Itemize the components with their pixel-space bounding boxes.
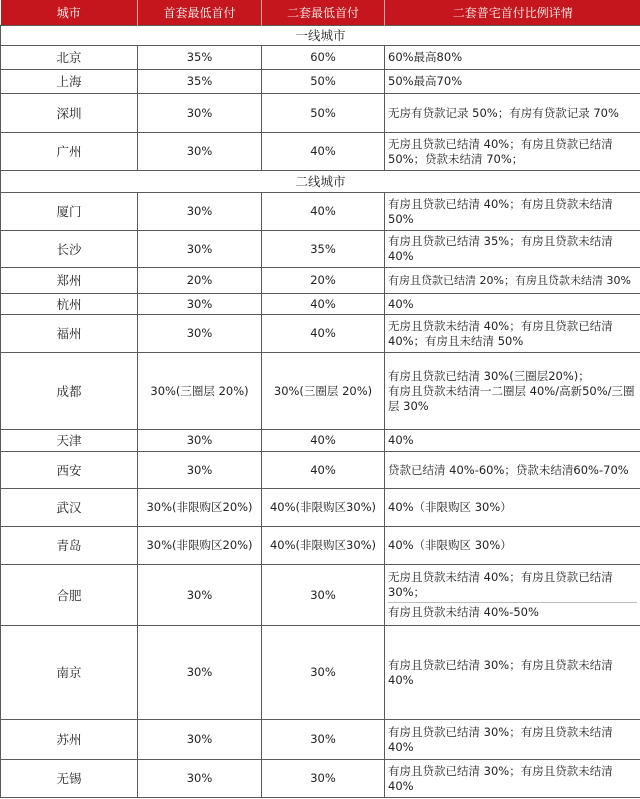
city-name: 福州 (1, 315, 138, 353)
second-home-ratio: 30%(三圈层 20%) (262, 353, 385, 430)
header-detail: 二套普宅首付比例详情 (385, 0, 640, 26)
detail-text: 有房且贷款已结清 40%；有房且贷款未结清 50% (385, 193, 640, 231)
first-home-ratio: 35% (138, 46, 262, 70)
section-row (1, 26, 640, 46)
detail-text: 无房且贷款未结清 40%；有房且贷款已结清 30%； (388, 570, 613, 599)
table-row (1, 315, 640, 353)
city-name: 郑州 (1, 268, 138, 294)
detail-cell (385, 353, 640, 430)
city-name: 青岛 (1, 527, 138, 565)
detail-text: 有房且贷款已结清 30%；有房且贷款未结清 40% (385, 626, 640, 720)
second-home-ratio: 40% (262, 294, 385, 315)
first-home-ratio: 30% (138, 452, 262, 489)
table-row (1, 353, 640, 430)
first-home-ratio: 30% (138, 565, 262, 626)
city-name: 北京 (1, 46, 138, 70)
second-home-ratio: 35% (262, 231, 385, 268)
second-home-ratio: 40% (262, 452, 385, 489)
first-home-ratio: 30% (138, 94, 262, 133)
city-name: 武汉 (1, 489, 138, 527)
second-home-ratio: 50% (262, 70, 385, 94)
first-home-ratio: 20% (138, 268, 262, 294)
city-name: 深圳 (1, 94, 138, 133)
detail-text: 40% (385, 294, 640, 315)
first-home-ratio: 30% (138, 626, 262, 720)
second-home-ratio: 30% (262, 626, 385, 720)
detail-text: 60%最高80% (385, 46, 640, 70)
first-home-ratio: 30% (138, 231, 262, 268)
section-row (1, 171, 640, 193)
detail-text: 40%（非限购区 30%） (385, 527, 640, 565)
detail-text: 有房且贷款已结清 35%；有房且贷款未结清 40% (385, 231, 640, 268)
detail-text: 无房且贷款未结清 40%；有房且贷款已结清 40%；有房且未结清 50% (385, 315, 640, 353)
table-row (1, 231, 640, 268)
table-row (1, 565, 640, 626)
first-home-ratio: 30%(非限购区20%) (138, 489, 262, 527)
table-row (1, 430, 640, 452)
first-home-ratio: 30%(三圈层 20%) (138, 353, 262, 430)
first-home-ratio: 30%(非限购区20%) (138, 527, 262, 565)
second-home-ratio: 40%(非限购区30%) (262, 489, 385, 527)
detail-text-2: 有房且贷款未结清一二圈层 40%/高新50%/三圈层 30% (388, 383, 635, 413)
detail-text: 40% (385, 430, 640, 452)
detail-text: 有房且贷款已结清 30%；有房且贷款未结清 40% (385, 760, 640, 798)
first-home-ratio: 30% (138, 193, 262, 231)
city-name: 南京 (1, 626, 138, 720)
table-row (1, 626, 640, 720)
detail-text: 有房且贷款已结清 30%；有房且贷款未结清 40% (385, 720, 640, 760)
first-home-ratio: 30% (138, 315, 262, 353)
first-home-ratio: 35% (138, 70, 262, 94)
first-home-ratio: 30% (138, 430, 262, 452)
city-name: 无锡 (1, 760, 138, 798)
city-name: 天津 (1, 430, 138, 452)
second-home-ratio: 30% (262, 760, 385, 798)
table-row (1, 527, 640, 565)
detail-text: 无房且贷款已结清 40%；有房且贷款已结清 50%；贷款未结清 70%； (385, 133, 640, 171)
second-home-ratio: 20% (262, 268, 385, 294)
table-row (1, 489, 640, 527)
detail-text: 贷款已结清 40%-60%；贷款未结清60%-70% (385, 452, 640, 489)
city-name: 上海 (1, 70, 138, 94)
header-city: 城市 (1, 0, 138, 26)
table-row (1, 70, 640, 94)
city-name: 成都 (1, 353, 138, 430)
first-home-ratio: 30% (138, 720, 262, 760)
detail-cell (385, 565, 640, 626)
section-label: 一线城市 (1, 26, 640, 46)
detail-text: 50%最高70% (385, 70, 640, 94)
second-home-ratio: 50% (262, 94, 385, 133)
second-home-ratio: 30% (262, 720, 385, 760)
table-row (1, 193, 640, 231)
table-row (1, 720, 640, 760)
detail-text: 无房有贷款记录 50%；有房有贷款记录 70% (385, 94, 640, 133)
second-home-ratio: 30% (262, 565, 385, 626)
city-name: 长沙 (1, 231, 138, 268)
detail-text: 有房且贷款已结清 30%(三圈层20%)； (388, 368, 590, 383)
city-name: 合肥 (1, 565, 138, 626)
first-home-ratio: 30% (138, 133, 262, 171)
detail-text: 40%（非限购区 30%） (385, 489, 640, 527)
first-home-ratio: 30% (138, 294, 262, 315)
table-row (1, 268, 640, 294)
second-home-ratio: 40%(非限购区30%) (262, 527, 385, 565)
city-name: 杭州 (1, 294, 138, 315)
second-home-ratio: 40% (262, 315, 385, 353)
table-row (1, 760, 640, 798)
header-second-home: 二套最低首付 (262, 0, 385, 26)
detail-text: 有房且贷款已结清 20%；有房且贷款未结清 30% (385, 268, 640, 294)
first-home-ratio: 30% (138, 760, 262, 798)
second-home-ratio: 60% (262, 46, 385, 70)
city-name: 广州 (1, 133, 138, 171)
table-row (1, 94, 640, 133)
table-row (1, 46, 640, 70)
header-first-home: 首套最低首付 (138, 0, 262, 26)
table-row (1, 133, 640, 171)
section-label: 二线城市 (1, 171, 640, 193)
second-home-ratio: 40% (262, 430, 385, 452)
second-home-ratio: 40% (262, 193, 385, 231)
city-name: 苏州 (1, 720, 138, 760)
city-name: 厦门 (1, 193, 138, 231)
city-name: 西安 (1, 452, 138, 489)
table-row (1, 294, 640, 315)
table-row (1, 452, 640, 489)
header-row (1, 0, 640, 26)
second-home-ratio: 40% (262, 133, 385, 171)
detail-text-2: 有房且贷款未结清 40%-50% (388, 602, 637, 620)
